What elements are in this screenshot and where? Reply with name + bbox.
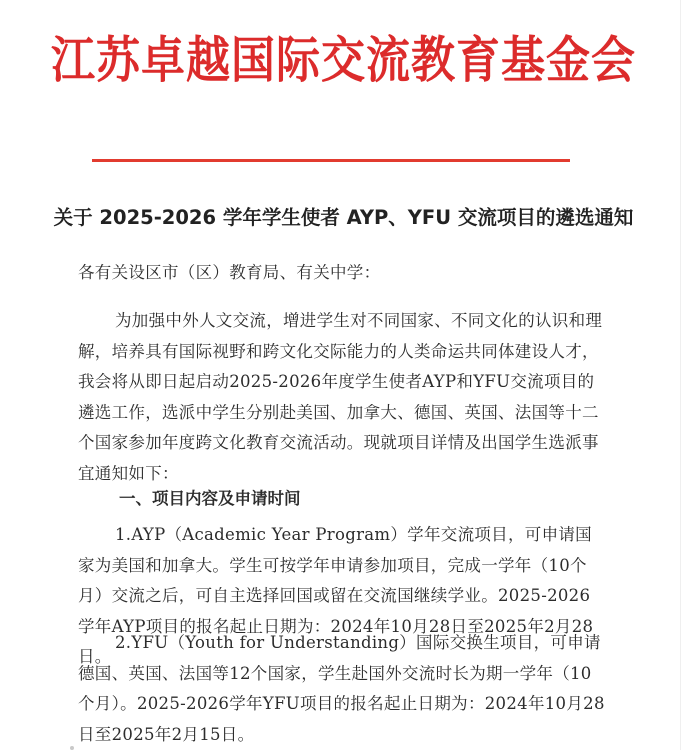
scan-speck xyxy=(70,746,74,750)
letterhead-red-rule xyxy=(92,159,570,162)
item2-block xyxy=(78,628,606,750)
intro-paragraph: 为加强中外人文交流，增进学生对不同国家、不同文化的认识和理解，培养具有国际视野和跨文化交际能力的人类命运共同体建设人才，我会将从即日起启动2025-2026年度学生使者AYP和YFU交流项目的遴选工作，选派中学生分别赴美国、加拿大、德国、英国、法国等十二个国家参加年度跨文化教育交流活动。现就项目详情及出国学生选派事宜通知如下： xyxy=(78,311,603,483)
salutation: 各有关设区市（区）教育局、有关中学： xyxy=(78,263,381,282)
item1-paragraph: 1.AYP（Academic Year Program）学年交流项目，可申请国家为美国和加拿大。学生可按学年申请参加项目，完成一学年（10个月）交流之后，可自主选择回国或留在交流国继续学业。2025-2026学年AYP项目的报名起止日期为：2024年10月28日至2025年2月28日。 xyxy=(78,525,594,666)
letterhead-org-name: 江苏卓越国际交流教育基金会 xyxy=(51,32,636,90)
document-title: 关于 2025-2026 学年学生使者 AYP、YFU 交流项目的遴选通知 xyxy=(53,206,634,229)
intro-paragraph-block xyxy=(78,306,606,489)
item2-paragraph: 2.YFU（Youth for Understanding）国际交换生项目，可申请德国、英国、法国等12个国家，学生赴国外交流时长为期一学年（10个月）。2025-2026学年YFU项目的报名起止日期为：2024年10月28日至2025年2月15日。 xyxy=(78,633,605,744)
section1-heading: 一、项目内容及申请时间 xyxy=(119,489,301,508)
page-right-edge xyxy=(680,0,687,750)
